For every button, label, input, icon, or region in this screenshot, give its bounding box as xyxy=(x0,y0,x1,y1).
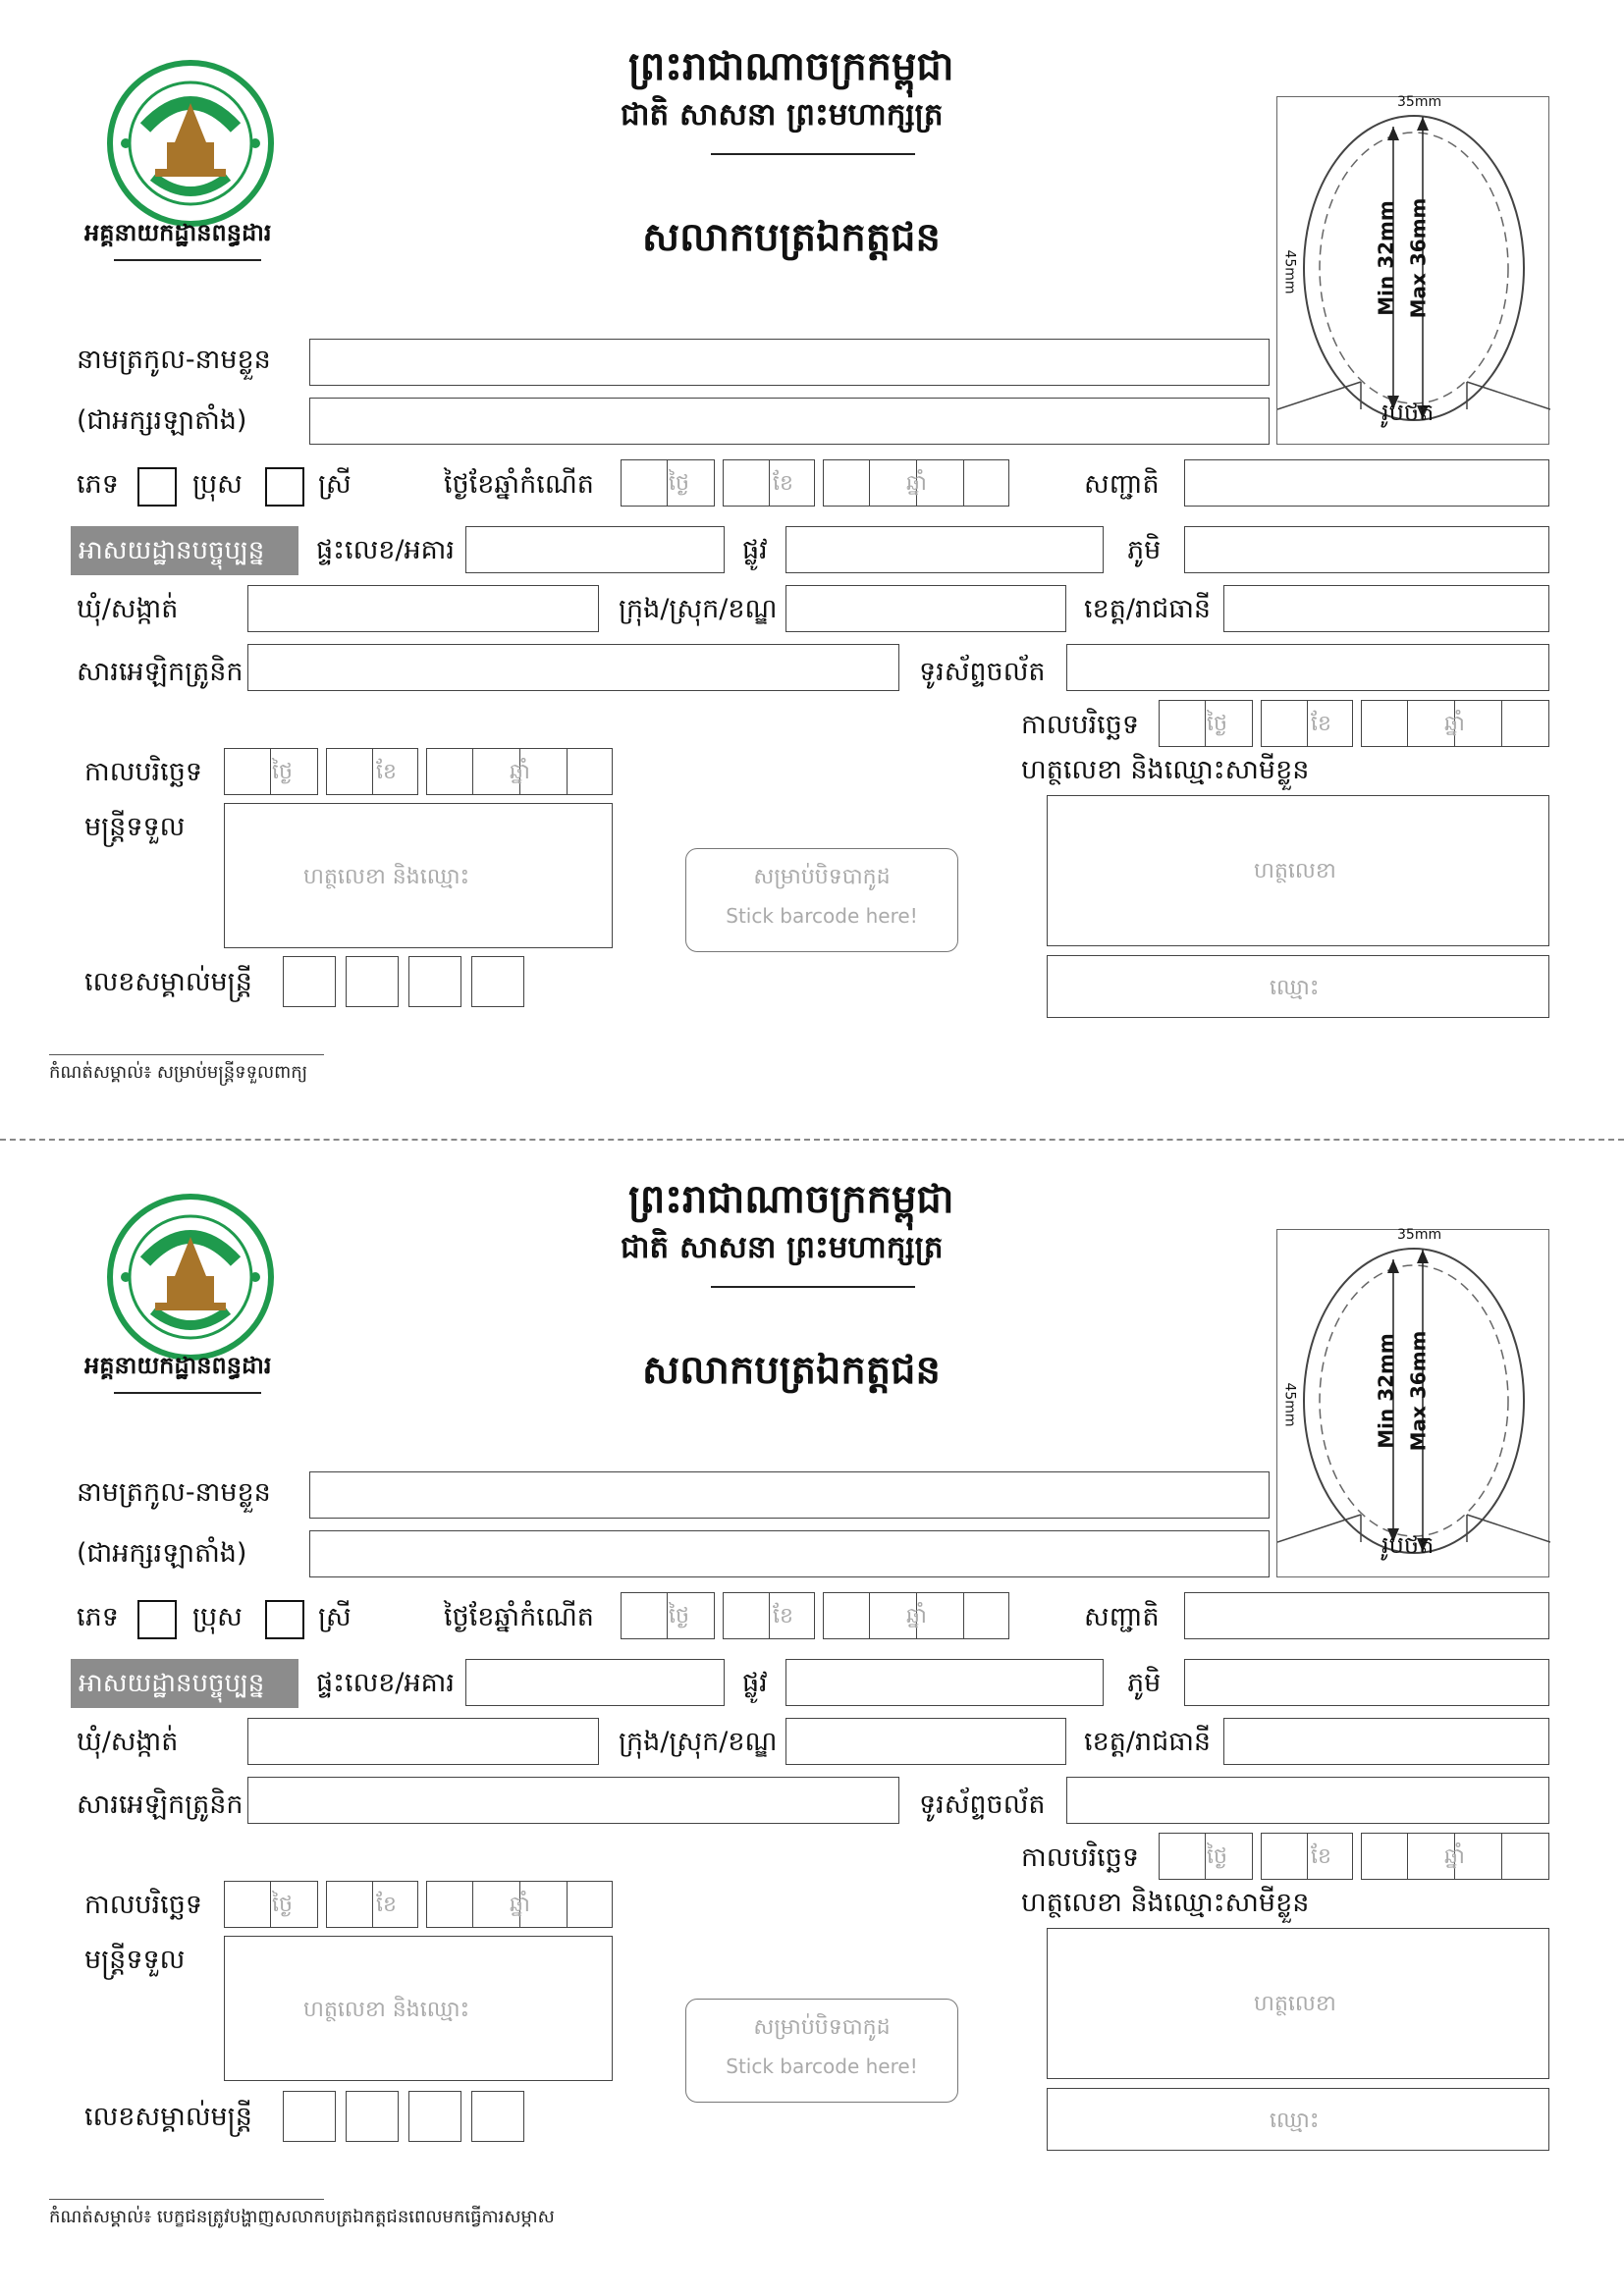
applicant-date-day[interactable] xyxy=(1159,700,1253,747)
officer-id-label: លេខសម្គាល់មន្ត្រី xyxy=(84,2102,252,2132)
tax-department-seal xyxy=(106,59,275,228)
house-field[interactable] xyxy=(465,1659,725,1706)
officer-id-digit-1[interactable] xyxy=(283,2091,336,2142)
phone-label: ទូរស័ព្ទចល័ត xyxy=(919,657,1046,687)
motto-ornament xyxy=(711,1286,915,1288)
barcode-label-kh: សម្រាប់បិទបាកូដ xyxy=(753,865,891,889)
dob-month-placeholder: ខែ xyxy=(773,471,793,496)
photo-box xyxy=(1276,1229,1549,1577)
applicant-day-placeholder: ថ្ងៃ xyxy=(1207,1844,1227,1869)
applicant-signature-placeholder: ហត្ថលេខា xyxy=(1254,859,1336,883)
dob-day-field[interactable] xyxy=(621,1592,715,1639)
latin-name-field[interactable] xyxy=(309,1530,1270,1577)
motto-ornament xyxy=(711,153,915,155)
barcode-label-kh: សម្រាប់បិទបាកូដ xyxy=(753,2015,891,2040)
barcode-area xyxy=(685,1999,958,2103)
male-label: ប្រុស xyxy=(192,469,243,500)
latin-name-field[interactable] xyxy=(309,398,1270,445)
male-label: ប្រុស xyxy=(192,1602,243,1632)
nationality-field[interactable] xyxy=(1184,459,1549,507)
house-field[interactable] xyxy=(465,526,725,573)
village-field[interactable] xyxy=(1184,526,1549,573)
photo-width-mark: 35mm xyxy=(1397,1227,1442,1243)
house-label: ផ្ទះលេខ/អគារ xyxy=(316,1668,455,1698)
officer-signature-box[interactable] xyxy=(224,1936,613,2081)
officer-id-digit-2[interactable] xyxy=(346,956,399,1007)
commune-label: ឃុំ/សង្កាត់ xyxy=(77,1727,179,1757)
name-field[interactable] xyxy=(309,1471,1270,1519)
note-bottom: កំណត់សម្គាល់៖ បេក្ខជនត្រូវបង្ហាញសលាកបត្រឯកត្តជនពេលមកធ្វើការសម្ភាស xyxy=(49,2207,555,2227)
female-label: ស្រី xyxy=(318,469,352,500)
officer-year-placeholder: ឆ្នាំ xyxy=(510,760,530,784)
applicant-name-placeholder: ឈ្មោះ xyxy=(1270,976,1320,1000)
phone-field[interactable] xyxy=(1066,1777,1549,1824)
nationality-field[interactable] xyxy=(1184,1592,1549,1639)
street-label: ផ្លូវ xyxy=(742,1668,768,1698)
dob-label: ថ្ងៃខែឆ្នាំកំណើត xyxy=(444,1602,594,1632)
officer-date-label: កាលបរិច្ឆេទ xyxy=(84,757,202,787)
photo-min-mark: Min 32mm xyxy=(1374,200,1398,316)
district-label: ក្រុង/ស្រុក/ខណ្ឌ xyxy=(619,594,778,624)
officer-id-digit-1[interactable] xyxy=(283,956,336,1007)
dob-year-field[interactable] xyxy=(823,1592,1009,1639)
phone-field[interactable] xyxy=(1066,644,1549,691)
note-rule xyxy=(49,1054,324,1055)
form-title: សលាកបត្រឯកត្តជន xyxy=(642,214,941,260)
officer-month-placeholder: ខែ xyxy=(376,760,397,784)
photo-width-mark: 35mm xyxy=(1397,94,1442,110)
officer-id-digit-2[interactable] xyxy=(346,2091,399,2142)
village-label: ភូមិ xyxy=(1127,1668,1162,1698)
district-field[interactable] xyxy=(785,585,1066,632)
dob-day-field[interactable] xyxy=(621,459,715,507)
motto-title: ជាតិ សាសនា ព្រះមហាក្សត្រ xyxy=(621,97,944,133)
officer-date-day[interactable] xyxy=(224,1881,318,1928)
officer-label: មន្ត្រីទទួល xyxy=(84,812,186,842)
officer-day-placeholder: ថ្ងៃ xyxy=(272,760,293,784)
male-checkbox[interactable] xyxy=(137,1600,177,1639)
address-label: អាសយដ្ឋានបច្ចុប្បន្ន xyxy=(71,1659,298,1708)
officer-date-day[interactable] xyxy=(224,748,318,795)
dob-day-placeholder: ថ្ងៃ xyxy=(669,471,689,496)
department-ornament xyxy=(114,1392,261,1394)
officer-day-placeholder: ថ្ងៃ xyxy=(272,1893,293,1917)
dob-month-placeholder: ខែ xyxy=(773,1604,793,1629)
officer-date-year[interactable] xyxy=(426,748,613,795)
dob-year-field[interactable] xyxy=(823,459,1009,507)
officer-label: មន្ត្រីទទួល xyxy=(84,1945,186,1975)
address-label: អាសយដ្ឋានបច្ចុប្បន្ន xyxy=(71,526,298,575)
commune-label: ឃុំ/សង្កាត់ xyxy=(77,594,179,624)
province-field[interactable] xyxy=(1223,1718,1549,1765)
department-ornament xyxy=(114,259,261,261)
applicant-signature-placeholder: ហត្ថលេខា xyxy=(1254,1992,1336,2016)
officer-id-digit-4[interactable] xyxy=(471,956,524,1007)
applicant-date-month[interactable] xyxy=(1261,700,1353,747)
officer-date-month[interactable] xyxy=(326,1881,418,1928)
photo-label: រូបថត xyxy=(1381,1531,1435,1559)
barcode-area xyxy=(685,848,958,952)
photo-max-mark: Max 36mm xyxy=(1406,1330,1431,1452)
cut-line xyxy=(0,1139,1624,1141)
applicant-date-year[interactable] xyxy=(1361,700,1549,747)
dob-year-placeholder: ឆ្នាំ xyxy=(906,1604,927,1629)
name-field[interactable] xyxy=(309,339,1270,386)
dob-month-field[interactable] xyxy=(723,459,815,507)
email-field[interactable] xyxy=(247,1777,899,1824)
tax-department-seal xyxy=(106,1193,275,1362)
kingdom-title: ព្រះរាជាណាចក្រកម្ពុជា xyxy=(628,1176,954,1222)
commune-field[interactable] xyxy=(247,585,599,632)
street-label: ផ្លូវ xyxy=(742,535,768,565)
officer-id-digit-4[interactable] xyxy=(471,2091,524,2142)
applicant-signature-box[interactable] xyxy=(1047,1928,1549,2079)
female-checkbox[interactable] xyxy=(265,467,304,507)
email-label: សារអេឡិកត្រូនិក xyxy=(77,1789,244,1820)
department-name: អគ្គនាយកដ្ឋានពន្ធដារ xyxy=(84,219,272,246)
applicant-date-label: កាលបរិច្ឆេទ xyxy=(1021,710,1139,740)
department-name: អគ្គនាយកដ្ឋានពន្ធដារ xyxy=(84,1352,272,1379)
photo-label: រូបថត xyxy=(1381,399,1435,426)
applicant-sign-label: ហត្ថលេខា និងឈ្មោះសាមីខ្លួន xyxy=(1021,755,1310,785)
dob-day-placeholder: ថ្ងៃ xyxy=(669,1604,689,1629)
nationality-label: សញ្ជាតិ xyxy=(1084,1602,1160,1632)
commune-field[interactable] xyxy=(247,1718,599,1765)
applicant-year-placeholder: ឆ្នាំ xyxy=(1444,712,1465,736)
officer-month-placeholder: ខែ xyxy=(376,1893,397,1917)
applicant-name-box[interactable] xyxy=(1047,955,1549,1018)
officer-year-placeholder: ឆ្នាំ xyxy=(510,1893,530,1917)
province-label: ខេត្ត/រាជធានី xyxy=(1084,1727,1212,1757)
officer-signature-placeholder: ហត្ថលេខា និងឈ្មោះ xyxy=(303,1998,470,2022)
applicant-day-placeholder: ថ្ងៃ xyxy=(1207,712,1227,736)
kingdom-title: ព្រះរាជាណាចក្រកម្ពុជា xyxy=(628,43,954,89)
latin-label: (ជាអក្សរឡាតាំង) xyxy=(77,405,247,436)
email-field[interactable] xyxy=(247,644,899,691)
officer-signature-box[interactable] xyxy=(224,803,613,948)
officer-signature-placeholder: ហត្ថលេខា និងឈ្មោះ xyxy=(303,865,470,889)
email-label: សារអេឡិកត្រូនិក xyxy=(77,657,244,687)
photo-box xyxy=(1276,96,1549,445)
applicant-sign-label: ហត្ថលេខា និងឈ្មោះសាមីខ្លួន xyxy=(1021,1888,1310,1918)
village-label: ភូមិ xyxy=(1127,535,1162,565)
officer-date-year[interactable] xyxy=(426,1881,613,1928)
applicant-year-placeholder: ឆ្នាំ xyxy=(1444,1844,1465,1869)
village-field[interactable] xyxy=(1184,1659,1549,1706)
motto-title: ជាតិ សាសនា ព្រះមហាក្សត្រ xyxy=(621,1230,944,1265)
female-label: ស្រី xyxy=(318,1602,352,1632)
dob-label: ថ្ងៃខែឆ្នាំកំណើត xyxy=(444,469,594,500)
street-field[interactable] xyxy=(785,1659,1104,1706)
dob-year-placeholder: ឆ្នាំ xyxy=(906,471,927,496)
applicant-month-placeholder: ខែ xyxy=(1311,712,1331,736)
street-field[interactable] xyxy=(785,526,1104,573)
photo-max-mark: Max 36mm xyxy=(1406,197,1431,319)
applicant-date-month[interactable] xyxy=(1261,1833,1353,1880)
district-label: ក្រុង/ស្រុក/ខណ្ឌ xyxy=(619,1727,778,1757)
province-field[interactable] xyxy=(1223,585,1549,632)
photo-min-mark: Min 32mm xyxy=(1374,1333,1398,1449)
applicant-signature-box[interactable] xyxy=(1047,795,1549,946)
nationality-label: សញ្ជាតិ xyxy=(1084,469,1160,500)
name-label: នាមត្រកូល-នាមខ្លួន xyxy=(77,345,271,375)
applicant-name-placeholder: ឈ្មោះ xyxy=(1270,2109,1320,2133)
note-top: កំណត់សម្គាល់៖ សម្រាប់មន្ត្រីទទួលពាក្យ xyxy=(49,1062,308,1083)
applicant-name-box[interactable] xyxy=(1047,2088,1549,2151)
sex-label: ភេទ xyxy=(77,469,119,500)
applicant-date-year[interactable] xyxy=(1361,1833,1549,1880)
applicant-date-label: កាលបរិច្ឆេទ xyxy=(1021,1842,1139,1873)
officer-id-label: លេខសម្គាល់មន្ត្រី xyxy=(84,967,252,997)
barcode-label-en: Stick barcode here! xyxy=(726,2055,918,2078)
applicant-date-day[interactable] xyxy=(1159,1833,1253,1880)
male-checkbox[interactable] xyxy=(137,467,177,507)
officer-date-label: កាលបរិច្ឆេទ xyxy=(84,1890,202,1920)
district-field[interactable] xyxy=(785,1718,1066,1765)
photo-height-mark: 45mm xyxy=(1281,249,1298,294)
province-label: ខេត្ត/រាជធានី xyxy=(1084,594,1212,624)
sex-label: ភេទ xyxy=(77,1602,119,1632)
officer-date-month[interactable] xyxy=(326,748,418,795)
officer-id-digit-3[interactable] xyxy=(408,956,461,1007)
form-title: សលាកបត្រឯកត្តជន xyxy=(642,1347,941,1393)
applicant-month-placeholder: ខែ xyxy=(1311,1844,1331,1869)
female-checkbox[interactable] xyxy=(265,1600,304,1639)
phone-label: ទូរស័ព្ទចល័ត xyxy=(919,1789,1046,1820)
officer-id-digit-3[interactable] xyxy=(408,2091,461,2142)
photo-height-mark: 45mm xyxy=(1281,1382,1298,1427)
note-rule xyxy=(49,2199,324,2200)
dob-month-field[interactable] xyxy=(723,1592,815,1639)
house-label: ផ្ទះលេខ/អគារ xyxy=(316,535,455,565)
name-label: នាមត្រកូល-នាមខ្លួន xyxy=(77,1477,271,1508)
barcode-label-en: Stick barcode here! xyxy=(726,904,918,928)
latin-label: (ជាអក្សរឡាតាំង) xyxy=(77,1538,247,1569)
